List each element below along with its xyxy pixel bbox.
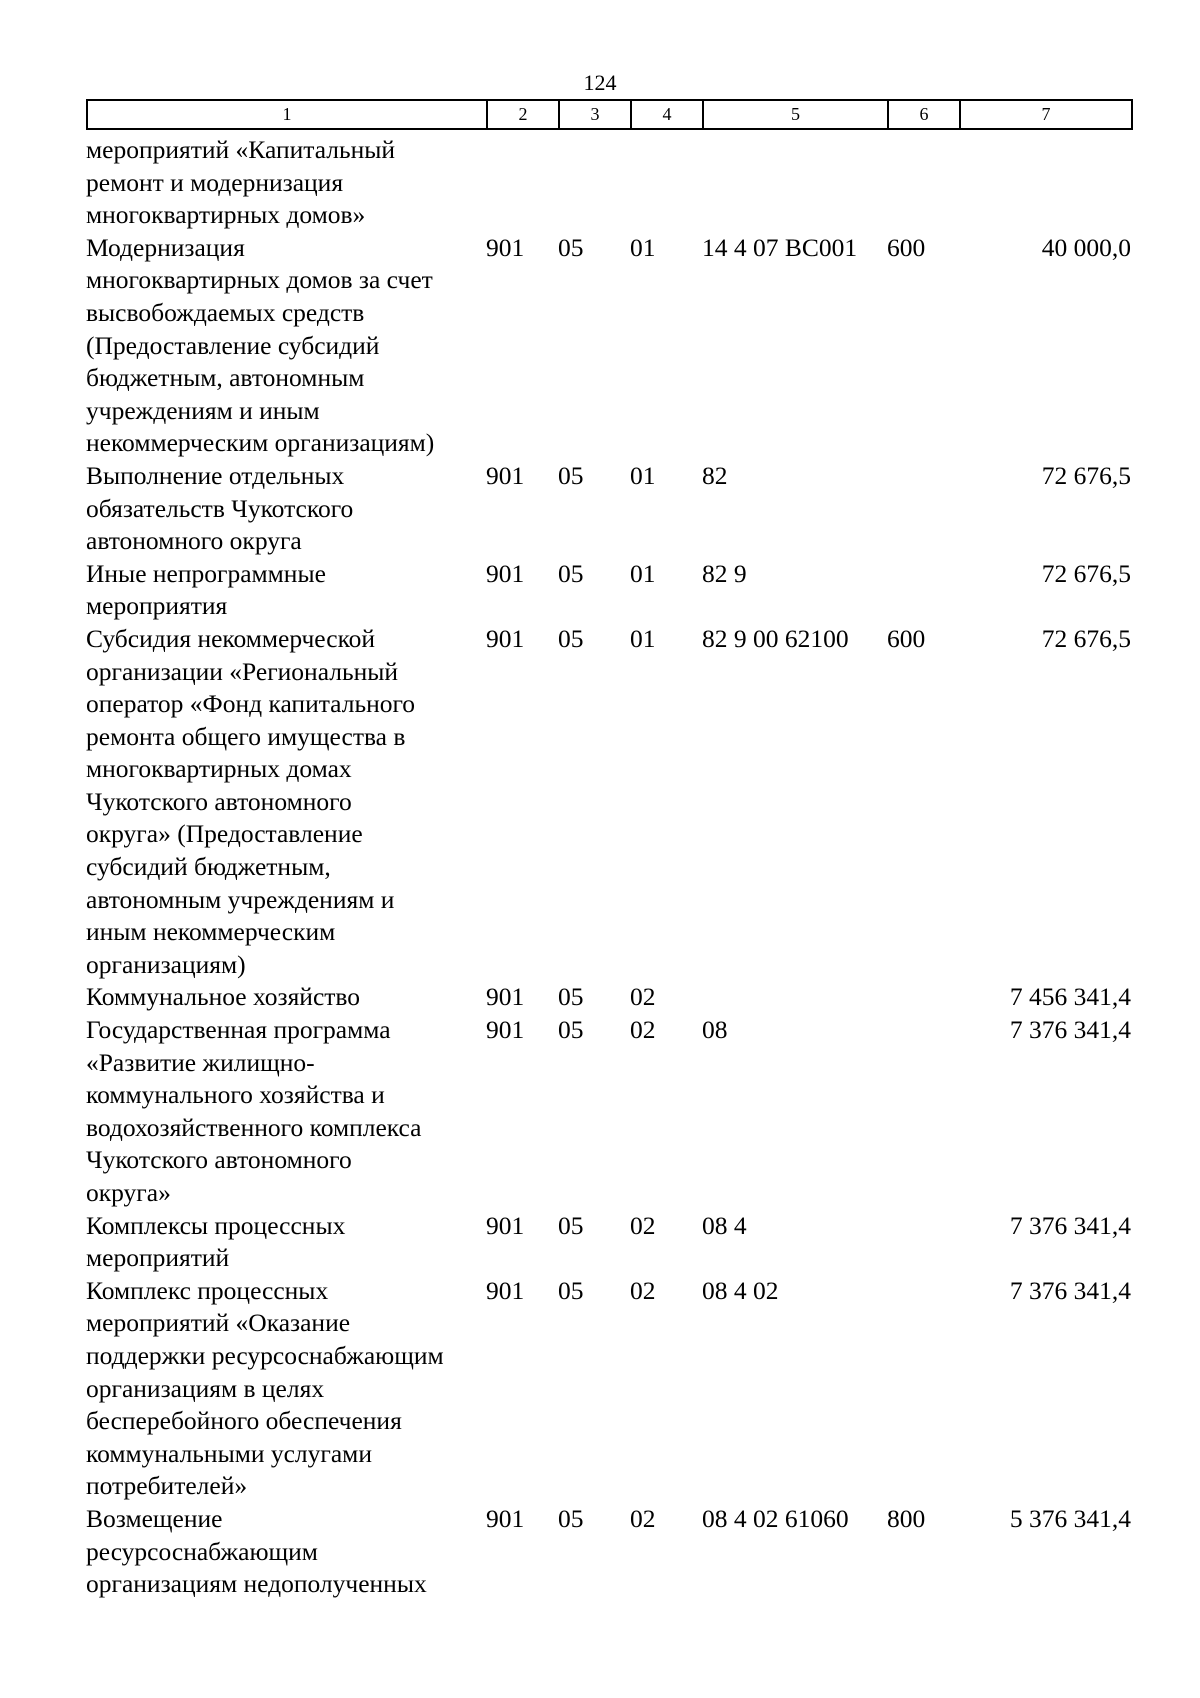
table-row <box>86 981 1131 1014</box>
section-code-cell: 05 <box>558 1210 584 1240</box>
subsection-code-cell: 02 <box>630 982 656 1012</box>
table-row <box>86 232 1131 460</box>
table-row <box>86 134 1131 232</box>
expense-type-cell: 600 <box>887 623 926 653</box>
section-code-cell: 05 <box>558 232 584 262</box>
admin-code-cell: 901 <box>486 1015 525 1045</box>
description-line: ремонта общего имущества в <box>86 721 406 751</box>
table-row <box>86 1210 1131 1275</box>
subsection-code-cell: 01 <box>630 232 656 262</box>
target-article-cell: 08 <box>702 1015 728 1045</box>
description-line: коммунального хозяйства и <box>86 1080 385 1110</box>
description-cell <box>86 460 486 558</box>
expense-type-cell <box>887 134 959 232</box>
description-line: Государственная программа <box>86 1015 391 1045</box>
description-line: организациям в целях <box>86 1373 325 1403</box>
description-line: многоквартирных домов за счет <box>86 265 433 295</box>
description-line: мероприятия <box>86 591 228 621</box>
subsection-code-cell <box>630 134 702 232</box>
expense-type-cell <box>887 1210 959 1275</box>
column-header-6: 6 <box>888 100 960 129</box>
description-line: бесперебойного обеспечения <box>86 1406 402 1436</box>
section-code-cell: 05 <box>558 1015 584 1045</box>
description-line: мероприятий <box>86 1243 230 1273</box>
amount-cell: 7 376 341,4 <box>1009 1275 1131 1305</box>
expense-type-cell <box>887 981 959 1014</box>
description-line: мероприятий «Капитальный <box>86 135 396 164</box>
description-line: высвобождаемых средств <box>86 297 365 327</box>
expense-type-cell <box>887 1275 959 1503</box>
expense-type-cell: 600 <box>887 232 926 262</box>
description-line: потребителей» <box>86 1471 248 1501</box>
column-header-3: 3 <box>559 100 631 129</box>
description-line: многоквартирных домов» <box>86 200 366 230</box>
description-line: водохозяйственного комплекса <box>86 1112 422 1142</box>
amount-cell <box>959 134 1131 232</box>
description-line: автономным учреждениям и <box>86 884 395 914</box>
amount-cell: 72 676,5 <box>1041 558 1131 588</box>
budget-table <box>86 134 1131 1601</box>
table-row <box>86 1014 1131 1210</box>
amount-cell: 72 676,5 <box>1041 623 1131 653</box>
target-article-cell <box>702 134 887 232</box>
description-line: (Предоставление субсидий <box>86 330 380 360</box>
admin-code-cell: 901 <box>486 982 525 1012</box>
description-line: Субсидия некоммерческой <box>86 623 376 653</box>
expense-type-cell <box>887 1014 959 1210</box>
expense-type-cell: 800 <box>887 1503 926 1533</box>
admin-code-cell: 901 <box>486 1210 525 1240</box>
description-line: некоммерческим организациям) <box>86 428 435 458</box>
amount-cell: 72 676,5 <box>1041 460 1131 490</box>
target-article-cell <box>702 981 887 1014</box>
target-article-cell: 08 4 02 <box>702 1275 779 1305</box>
description-cell <box>86 1503 486 1601</box>
description-line: иным некоммерческим <box>86 917 336 947</box>
section-code-cell <box>558 134 630 232</box>
subsection-code-cell: 01 <box>630 558 656 588</box>
description-line: многоквартирных домах <box>86 754 352 784</box>
budget-table-body <box>86 134 1131 1601</box>
subsection-code-cell: 02 <box>630 1503 656 1533</box>
admin-code-cell <box>486 134 558 232</box>
description-cell <box>86 232 486 460</box>
description-line: «Развитие жилищно- <box>86 1047 315 1077</box>
target-article-cell: 08 4 02 61060 <box>702 1503 849 1533</box>
amount-cell: 7 376 341,4 <box>1009 1015 1131 1045</box>
column-header-table <box>86 99 1133 130</box>
description-line: Чукотского автономного <box>86 1145 352 1175</box>
description-line: ресурсоснабжающим <box>86 1536 318 1566</box>
description-line: Выполнение отдельных <box>86 460 345 490</box>
admin-code-cell: 901 <box>486 232 525 262</box>
description-cell <box>86 558 486 623</box>
subsection-code-cell: 02 <box>630 1210 656 1240</box>
description-line: округа» (Предоставление <box>86 819 363 849</box>
description-line: бюджетным, автономным <box>86 363 365 393</box>
column-header-4: 4 <box>631 100 703 129</box>
admin-code-cell: 901 <box>486 460 525 490</box>
target-article-cell: 14 4 07 ВС001 <box>702 232 858 262</box>
description-cell <box>86 134 486 232</box>
description-line: округа» <box>86 1178 171 1207</box>
description-line: ремонт и модернизация <box>86 167 344 197</box>
subsection-code-cell: 01 <box>630 623 656 653</box>
description-line: организациям недополученных <box>86 1569 427 1599</box>
table-row <box>86 1275 1131 1503</box>
description-cell <box>86 623 486 982</box>
subsection-code-cell: 02 <box>630 1275 656 1305</box>
description-cell <box>86 1210 486 1275</box>
admin-code-cell: 901 <box>486 558 525 588</box>
section-code-cell: 05 <box>558 460 584 490</box>
description-line: коммунальными услугами <box>86 1438 372 1468</box>
amount-cell: 7 376 341,4 <box>1009 1210 1131 1240</box>
admin-code-cell: 901 <box>486 1275 525 1305</box>
column-header-row <box>87 100 1132 129</box>
column-header-7: 7 <box>960 100 1132 129</box>
expense-type-cell <box>887 558 959 623</box>
subsection-code-cell: 02 <box>630 1015 656 1045</box>
description-line: организациям) <box>86 949 246 979</box>
amount-cell: 5 376 341,4 <box>1009 1503 1131 1533</box>
description-line: Иные непрограммные <box>86 558 326 588</box>
target-article-cell: 82 9 <box>702 558 747 588</box>
table-row <box>86 558 1131 623</box>
description-line: мероприятий «Оказание <box>86 1308 351 1338</box>
description-line: обязательств Чукотского <box>86 493 354 523</box>
page-number: 124 <box>583 70 617 95</box>
column-header-5: 5 <box>703 100 888 129</box>
description-line: Комплексы процессных <box>86 1210 346 1240</box>
target-article-cell: 82 <box>702 460 728 490</box>
table-row <box>86 623 1131 982</box>
section-code-cell: 05 <box>558 982 584 1012</box>
section-code-cell: 05 <box>558 1275 584 1305</box>
amount-cell: 7 456 341,4 <box>1009 982 1131 1012</box>
target-article-cell: 08 4 <box>702 1210 747 1240</box>
section-code-cell: 05 <box>558 558 584 588</box>
column-header-1: 1 <box>87 100 487 129</box>
description-line: Возмещение <box>86 1503 223 1533</box>
description-line: организации «Региональный <box>86 656 399 686</box>
target-article-cell: 82 9 00 62100 <box>702 623 849 653</box>
admin-code-cell: 901 <box>486 623 525 653</box>
description-cell <box>86 1275 486 1503</box>
description-line: учреждениям и иным <box>86 395 320 425</box>
description-line: субсидий бюджетным, <box>86 852 331 882</box>
description-line: поддержки ресурсоснабжающим <box>86 1340 444 1370</box>
table-row <box>86 1503 1131 1601</box>
description-cell <box>86 981 486 1014</box>
description-line: Чукотского автономного <box>86 786 352 816</box>
expense-type-cell <box>887 460 959 558</box>
section-code-cell: 05 <box>558 623 584 653</box>
description-line: Комплекс процессных <box>86 1275 329 1305</box>
description-cell <box>86 1014 486 1210</box>
description-line: автономного округа <box>86 526 302 556</box>
description-line: Модернизация <box>86 232 245 262</box>
description-line: Коммунальное хозяйство <box>86 982 361 1012</box>
section-code-cell: 05 <box>558 1503 584 1533</box>
table-row <box>86 460 1131 558</box>
amount-cell: 40 000,0 <box>1041 232 1131 262</box>
admin-code-cell: 901 <box>486 1503 525 1533</box>
subsection-code-cell: 01 <box>630 460 656 490</box>
column-header-2: 2 <box>487 100 559 129</box>
description-line: оператор «Фонд капитального <box>86 689 416 719</box>
